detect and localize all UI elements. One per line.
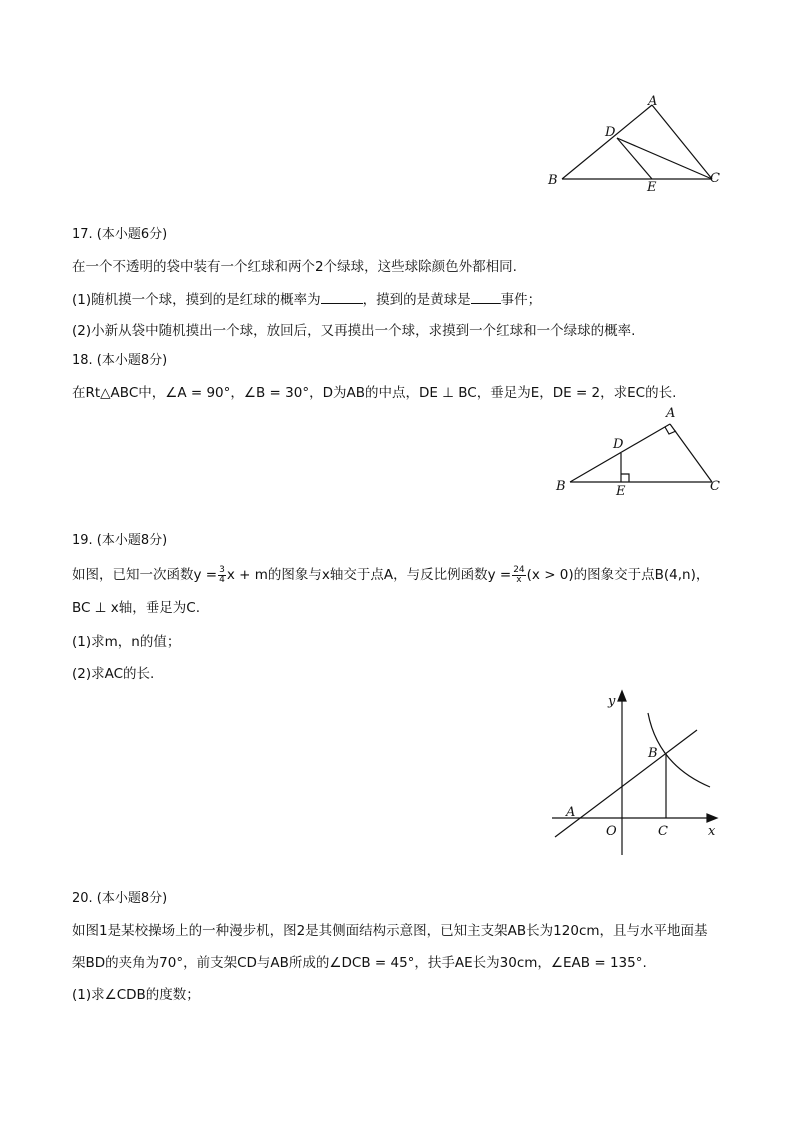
- q18-label-A: A: [666, 406, 676, 421]
- answer-blank-2[interactable]: [471, 289, 501, 304]
- q19-label-A: A: [566, 805, 576, 820]
- fraction-24-x: [512, 566, 525, 585]
- frac2-den: x: [516, 574, 522, 585]
- q19-stem2: BC ⊥ x轴，垂足为C.: [72, 600, 200, 616]
- q17-stem: 在一个不透明的袋中装有一个红球和两个2个绿球，这些球除颜色外都相同.: [72, 259, 517, 275]
- label-B: B: [548, 173, 558, 188]
- q18-label-E: E: [616, 484, 626, 499]
- q19-stem-c: (x > 0)的图象交于点B(4,n)，: [526, 567, 710, 583]
- q19-label-B: B: [648, 746, 658, 761]
- q17-part1-a: (1)随机摸一个球，摸到的是红球的概率为: [72, 292, 321, 308]
- q19-part1: (1)求m，n的值；: [72, 634, 181, 650]
- frac1-num: 3: [219, 564, 225, 575]
- q17-part1: [72, 289, 541, 310]
- q18-label-B: B: [556, 479, 566, 494]
- q18-label-C: C: [710, 479, 720, 494]
- q17-part2: (2)小新从袋中随机摸出一个球，放回后，又再摸出一个球，求摸到一个红球和一个绿球的概率.: [72, 323, 636, 339]
- frac2-num: 24: [513, 564, 525, 575]
- q19-header: 19. (本小题8分): [72, 533, 168, 548]
- answer-blank-1[interactable]: [321, 289, 363, 304]
- frac1-den: 4: [219, 574, 225, 585]
- q17-part1-c: 事件；: [500, 292, 542, 308]
- label-E: E: [647, 180, 657, 195]
- q20-part1: (1)求∠CDB的度数；: [72, 987, 200, 1003]
- figure-q16: [540, 90, 730, 195]
- q20-header: 20. (本小题8分): [72, 891, 168, 906]
- figure-q18: [550, 400, 730, 500]
- q18-stem: 在Rt△ABC中，∠A = 90°，∠B = 30°，D为AB的中点，DE ⊥ BC，垂足为E，DE = 2，求EC的长.: [72, 385, 677, 401]
- q17-part1-b: ，摸到的是黄球是: [362, 292, 471, 308]
- origin-label: O: [606, 824, 617, 839]
- q19-stem-b: x + m的图象与x轴交于点A，与反比例函数y =: [226, 567, 512, 583]
- fraction-3-4: [218, 566, 226, 585]
- q17-header: 17. (本小题6分): [72, 227, 168, 242]
- q18-label-D: D: [613, 437, 624, 452]
- q19-stem-a: 如图，已知一次函数y =: [72, 567, 218, 583]
- q19-part2: (2)求AC的长.: [72, 666, 155, 682]
- axis-x-label: x: [708, 824, 716, 839]
- q20-line2: 架BD的夹角为70°，前支架CD与AB所成的∠DCB = 45°，扶手AE长为30cm，∠EAB = 135°.: [72, 955, 647, 971]
- figure-q19: [540, 685, 730, 860]
- label-A: A: [648, 94, 658, 109]
- label-C: C: [710, 171, 720, 186]
- axis-y-label: y: [608, 694, 616, 709]
- q19-stem: [72, 565, 709, 585]
- q20-line1: 如图1是某校操场上的一种漫步机，图2是其侧面结构示意图，已知主支架AB长为120cm，且与水平地面基: [72, 923, 708, 939]
- q18-header: 18. (本小题8分): [72, 353, 168, 368]
- label-D: D: [605, 125, 616, 140]
- q19-label-C: C: [658, 824, 668, 839]
